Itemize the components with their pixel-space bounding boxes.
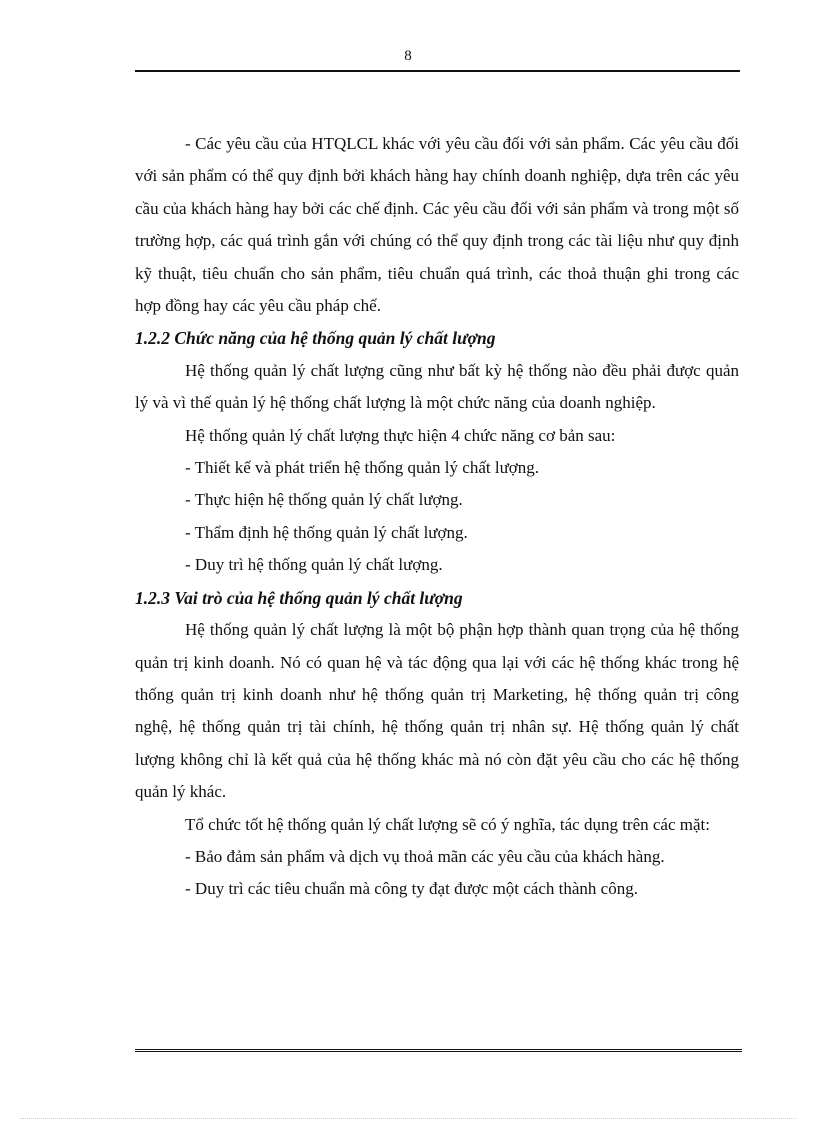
paragraph-qms-role: Hệ thống quản lý chất lượng là một bộ phận hợp thành quan trọng của hệ thống quản trị kinh doanh. Nó có quan hệ và tác động qua lại với các hệ thống khác trong hệ thống quản trị kinh doanh như hệ thống quản trị Marketing, hệ thống quản trị công nghệ, hệ thống quản trị tài chính, hệ thống quản trị nhân sự. Hệ thống quản lý chất lượng không chỉ là kết quả của hệ thống khác mà nó còn đặt yêu cầu cho các hệ thống quản lý khác. bbox=[135, 620, 739, 802]
list-item-maintain-standards: - Duy trì các tiêu chuẩn mà công ty đạt được một cách thành công. bbox=[185, 879, 638, 899]
page-edge-divider bbox=[20, 1118, 796, 1119]
document-body bbox=[135, 128, 739, 906]
list-item-maintain: - Duy trì hệ thống quản lý chất lượng. bbox=[185, 555, 443, 575]
paragraph-product-requirements: - Các yêu cầu của HTQLCL khác với yêu cầu đối với sản phẩm. Các yêu cầu đối với sản phẩm có thể quy định bởi khách hàng hay chính doanh nghiệp, dựa trên các yêu cầu của khách hàng hay bởi các chế định. Các yêu cầu đối với sản phẩm và trong một số trường hợp, các quá trình gắn với chúng có thể quy định trong các tài liệu như quy định kỹ thuật, tiêu chuẩn cho sản phẩm, tiêu chuẩn quá trình, các thoả thuận ghi trong các hợp đồng hay các yêu cầu pháp chế. bbox=[135, 134, 739, 316]
paragraph-qms-management: Hệ thống quản lý chất lượng cũng như bất kỳ hệ thống nào đều phải được quản lý và vì thế quản lý hệ thống chất lượng là một chức năng của doanh nghiệp. bbox=[135, 360, 739, 413]
list-item-design-develop: - Thiết kế và phát triển hệ thống quản lý chất lượng. bbox=[185, 458, 540, 478]
paragraph-benefits-intro: Tổ chức tốt hệ thống quản lý chất lượng sẽ có ý nghĩa, tác dụng trên các mặt: bbox=[185, 814, 710, 834]
section-heading-1-2-2: 1.2.2 Chức năng của hệ thống quản lý chất lượng bbox=[135, 328, 496, 349]
list-item-customer-satisfaction: - Bảo đảm sản phẩm và dịch vụ thoả mãn các yêu cầu của khách hàng. bbox=[185, 846, 665, 866]
footer-rule bbox=[135, 1049, 742, 1054]
page-number: 8 bbox=[404, 48, 412, 64]
header-rule bbox=[135, 70, 740, 72]
section-heading-1-2-3: 1.2.3 Vai trò của hệ thống quản lý chất lượng bbox=[135, 587, 463, 608]
list-item-appraise: - Thẩm định hệ thống quản lý chất lượng. bbox=[185, 522, 468, 542]
list-item-implement: - Thực hiện hệ thống quản lý chất lượng. bbox=[185, 490, 463, 510]
paragraph-four-functions-intro: Hệ thống quản lý chất lượng thực hiện 4 chức năng cơ bản sau: bbox=[185, 425, 616, 445]
